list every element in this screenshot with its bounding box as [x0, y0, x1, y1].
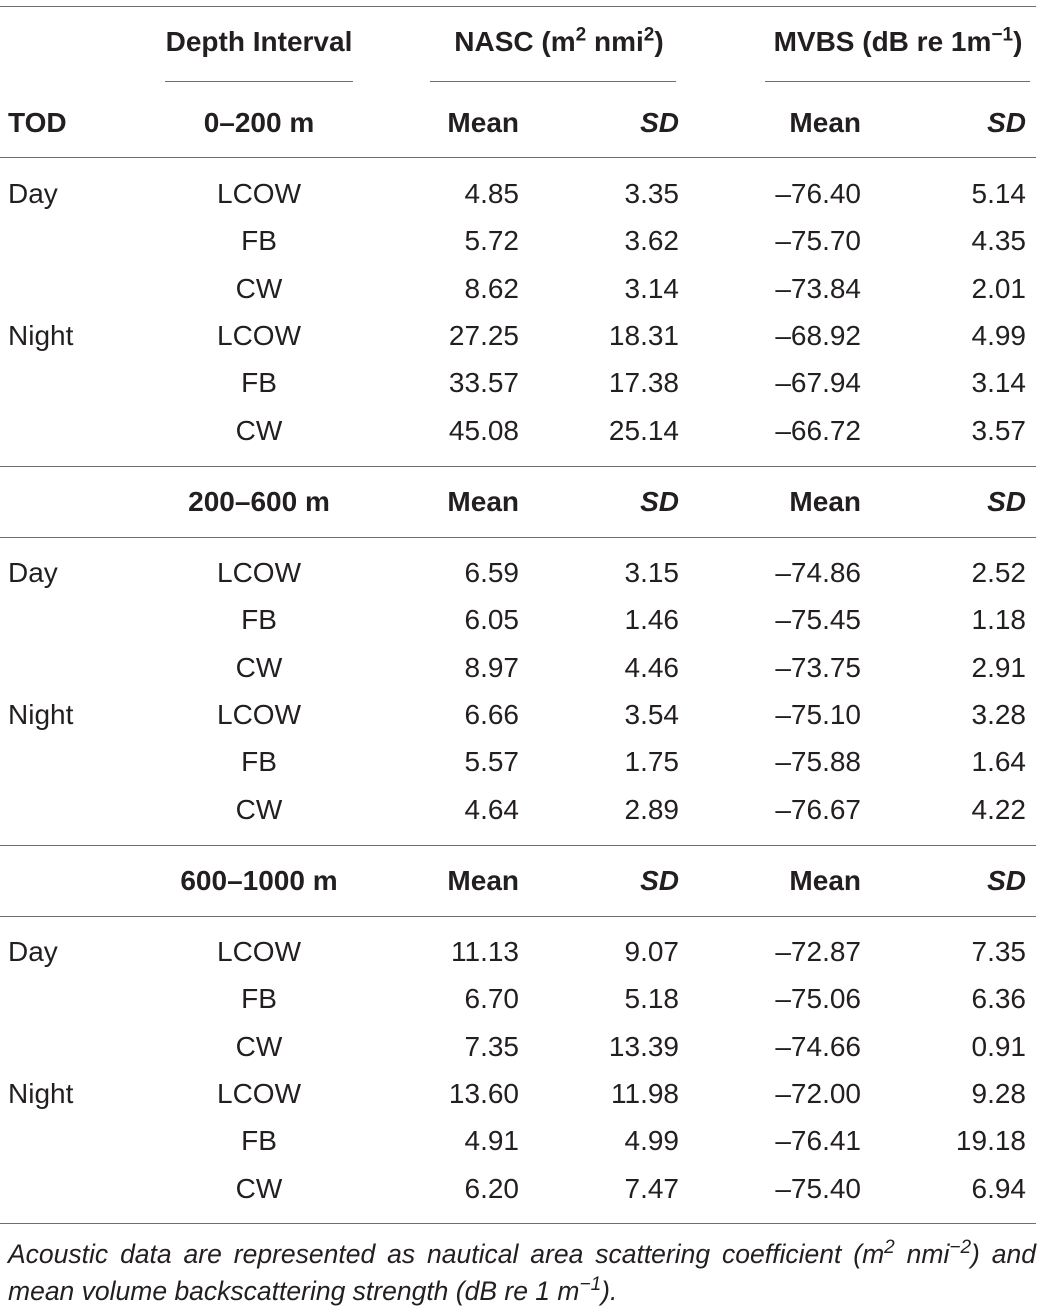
mvbs-mean-cell: –73.84: [775, 272, 861, 304]
nasc-sd-cell: 17.38: [608, 367, 679, 399]
site-cell: FB: [241, 983, 277, 1015]
nasc-sd-cell: 4.99: [624, 1125, 679, 1157]
nasc-sd-cell: 3.62: [624, 225, 679, 257]
site-cell: FB: [241, 1125, 277, 1157]
mvbs-mean-cell: –75.45: [775, 604, 861, 636]
nasc-mean-cell: 4.91: [464, 1125, 519, 1157]
mvbs-sd-cell: 7.35: [971, 936, 1026, 967]
mvbs-underline: [765, 81, 1030, 82]
mvbs-sd-cell: 19.18: [955, 1125, 1026, 1157]
nasc-mean-cell: 5.72: [464, 225, 519, 257]
depth-interval-label: 600–1000 m: [180, 865, 338, 896]
nasc-mean-cell: 5.57: [464, 746, 519, 778]
site-cell: CW: [235, 1172, 283, 1204]
nasc-sd-cell: 18.31: [608, 319, 679, 351]
mvbs-mean-cell: –75.06: [775, 983, 861, 1015]
mvbs-sd-cell: 2.91: [971, 651, 1026, 683]
site-cell: LCOW: [217, 319, 301, 351]
tod-cell: Day: [8, 178, 58, 209]
site-cell: CW: [235, 414, 283, 446]
mvbs-sd-cell: 4.22: [971, 793, 1026, 825]
mvbs-mean-cell: –74.86: [775, 557, 861, 588]
nasc-mean-cell: 7.35: [464, 1030, 519, 1062]
mvbs-mean-cell: –75.70: [775, 225, 861, 257]
tod-cell: Night: [8, 319, 74, 351]
mvbs-sd-cell: 6.94: [971, 1172, 1026, 1204]
mvbs-sd-cell: 0.91: [971, 1030, 1026, 1062]
site-cell: LCOW: [217, 178, 301, 209]
site-cell: FB: [241, 367, 277, 399]
depth-interval-label: 0–200 m: [203, 107, 315, 138]
nasc-mean-cell: 6.05: [464, 604, 519, 636]
mvbs-mean-cell: –73.75: [775, 651, 861, 683]
nasc-mean-cell: 33.57: [448, 367, 519, 399]
mvbs-sd-cell: 2.52: [971, 557, 1026, 588]
table-bottom-rule: [0, 1223, 1036, 1224]
nasc-mean-cell: 8.97: [464, 651, 519, 683]
header-bottom-rule: [0, 157, 1036, 158]
nasc-sd-cell: 7.47: [624, 1172, 679, 1204]
mvbs-mean-cell: –68.92: [775, 319, 861, 351]
mvbs-sd-cell: 3.14: [971, 367, 1026, 399]
nasc-mean-header: Mean: [447, 486, 519, 517]
mvbs-mean-header: Mean: [789, 107, 861, 138]
site-cell: CW: [235, 651, 283, 683]
tod-cell: Night: [8, 1077, 74, 1109]
mvbs-sd-cell: 6.36: [971, 983, 1026, 1015]
nasc-mean-cell: 4.85: [464, 178, 519, 209]
mvbs-mean-cell: –74.66: [775, 1030, 861, 1062]
site-cell: LCOW: [217, 936, 301, 967]
nasc-sd-cell: 11.98: [611, 1077, 679, 1109]
section-header-rule: [0, 537, 1036, 538]
nasc-sd-cell: 1.75: [624, 746, 679, 778]
mvbs-mean-cell: –72.87: [775, 936, 861, 967]
mvbs-sd-cell: 3.28: [971, 698, 1026, 730]
mvbs-sd-cell: 4.35: [971, 225, 1026, 257]
tod-header: TOD: [8, 107, 67, 138]
table-top-rule: [0, 6, 1036, 7]
nasc-mean-cell: 27.25: [448, 319, 519, 351]
nasc-sd-cell: 13.39: [608, 1030, 679, 1062]
mvbs-mean-cell: –76.67: [775, 793, 861, 825]
nasc-sd-cell: 2.89: [624, 793, 679, 825]
depth-interval-underline: [165, 81, 353, 82]
tod-cell: Night: [8, 698, 74, 730]
mvbs-sd-header: SD: [987, 486, 1026, 517]
nasc-sd-cell: 1.46: [624, 604, 679, 636]
nasc-mean-header: Mean: [447, 107, 519, 138]
site-cell: CW: [235, 1030, 283, 1062]
nasc-sd-cell: 3.54: [624, 698, 679, 730]
mvbs-mean-cell: –76.41: [775, 1125, 861, 1157]
site-cell: FB: [241, 604, 277, 636]
mvbs-header: MVBS (dB re $1m^{-1}$): [773, 24, 1023, 57]
mvbs-sd-header: SD: [987, 865, 1026, 896]
mvbs-sd-cell: 3.57: [971, 414, 1026, 446]
depth-interval-header: Depth Interval: [165, 26, 353, 57]
mvbs-mean-cell: –67.94: [775, 367, 861, 399]
mvbs-mean-cell: –76.40: [775, 178, 861, 209]
mvbs-sd-cell: 1.64: [971, 746, 1026, 778]
site-cell: LCOW: [217, 1077, 301, 1109]
nasc-sd-cell: 3.14: [624, 272, 679, 304]
site-cell: FB: [241, 746, 277, 778]
mvbs-sd-cell: 1.18: [971, 604, 1026, 636]
nasc-mean-cell: 45.08: [448, 414, 519, 446]
site-cell: FB: [241, 225, 277, 257]
nasc-mean-cell: 6.20: [464, 1172, 519, 1204]
nasc-mean-cell: 6.59: [464, 557, 519, 588]
nasc-sd-header: SD: [640, 865, 679, 896]
nasc-sd-cell: 3.15: [624, 557, 679, 588]
nasc-sd-header: SD: [640, 486, 679, 517]
nasc-sd-cell: 5.18: [624, 983, 679, 1015]
table-footnote: Acoustic data are represented as nautical area scattering coefficient ($m^2$ nmi$^{-2}$) and mean volume backscattering strength (dB re 1 $m^{-1}$).: [8, 1237, 1036, 1306]
site-cell: CW: [235, 793, 283, 825]
nasc-sd-cell: 25.14: [608, 414, 679, 446]
section-header-rule: [0, 916, 1036, 917]
section-divider-rule: [0, 466, 1036, 467]
mvbs-sd-header: SD: [987, 107, 1026, 138]
nasc-mean-cell: 11.13: [451, 936, 519, 967]
nasc-sd-cell: 4.46: [624, 651, 679, 683]
mvbs-sd-cell: 5.14: [971, 178, 1026, 209]
nasc-mean-cell: 6.66: [464, 698, 519, 730]
nasc-mean-header: Mean: [447, 865, 519, 896]
tod-cell: Day: [8, 936, 58, 967]
nasc-mean-cell: 4.64: [464, 793, 519, 825]
mvbs-mean-cell: –72.00: [775, 1077, 861, 1109]
nasc-mean-cell: 13.60: [448, 1077, 519, 1109]
nasc-sd-cell: 3.35: [624, 178, 679, 209]
mvbs-mean-cell: –75.88: [775, 746, 861, 778]
mvbs-mean-cell: –75.40: [775, 1172, 861, 1204]
site-cell: CW: [235, 272, 283, 304]
section-divider-rule: [0, 845, 1036, 846]
mvbs-mean-header: Mean: [789, 486, 861, 517]
nasc-sd-header: SD: [640, 107, 679, 138]
mvbs-mean-cell: –66.72: [775, 414, 861, 446]
nasc-sd-cell: 9.07: [624, 936, 679, 967]
mvbs-sd-cell: 4.99: [971, 319, 1026, 351]
tod-cell: Day: [8, 557, 58, 588]
mvbs-mean-header: Mean: [789, 865, 861, 896]
nasc-header: NASC ($m^2$ nmi$^2$): [454, 24, 664, 57]
site-cell: LCOW: [217, 557, 301, 588]
mvbs-sd-cell: 2.01: [971, 272, 1026, 304]
nasc-mean-cell: 8.62: [464, 272, 519, 304]
mvbs-sd-cell: 9.28: [971, 1077, 1026, 1109]
site-cell: LCOW: [217, 698, 301, 730]
mvbs-mean-cell: –75.10: [775, 698, 861, 730]
depth-interval-label: 200–600 m: [188, 486, 330, 517]
nasc-underline: [430, 81, 676, 82]
nasc-mean-cell: 6.70: [464, 983, 519, 1015]
